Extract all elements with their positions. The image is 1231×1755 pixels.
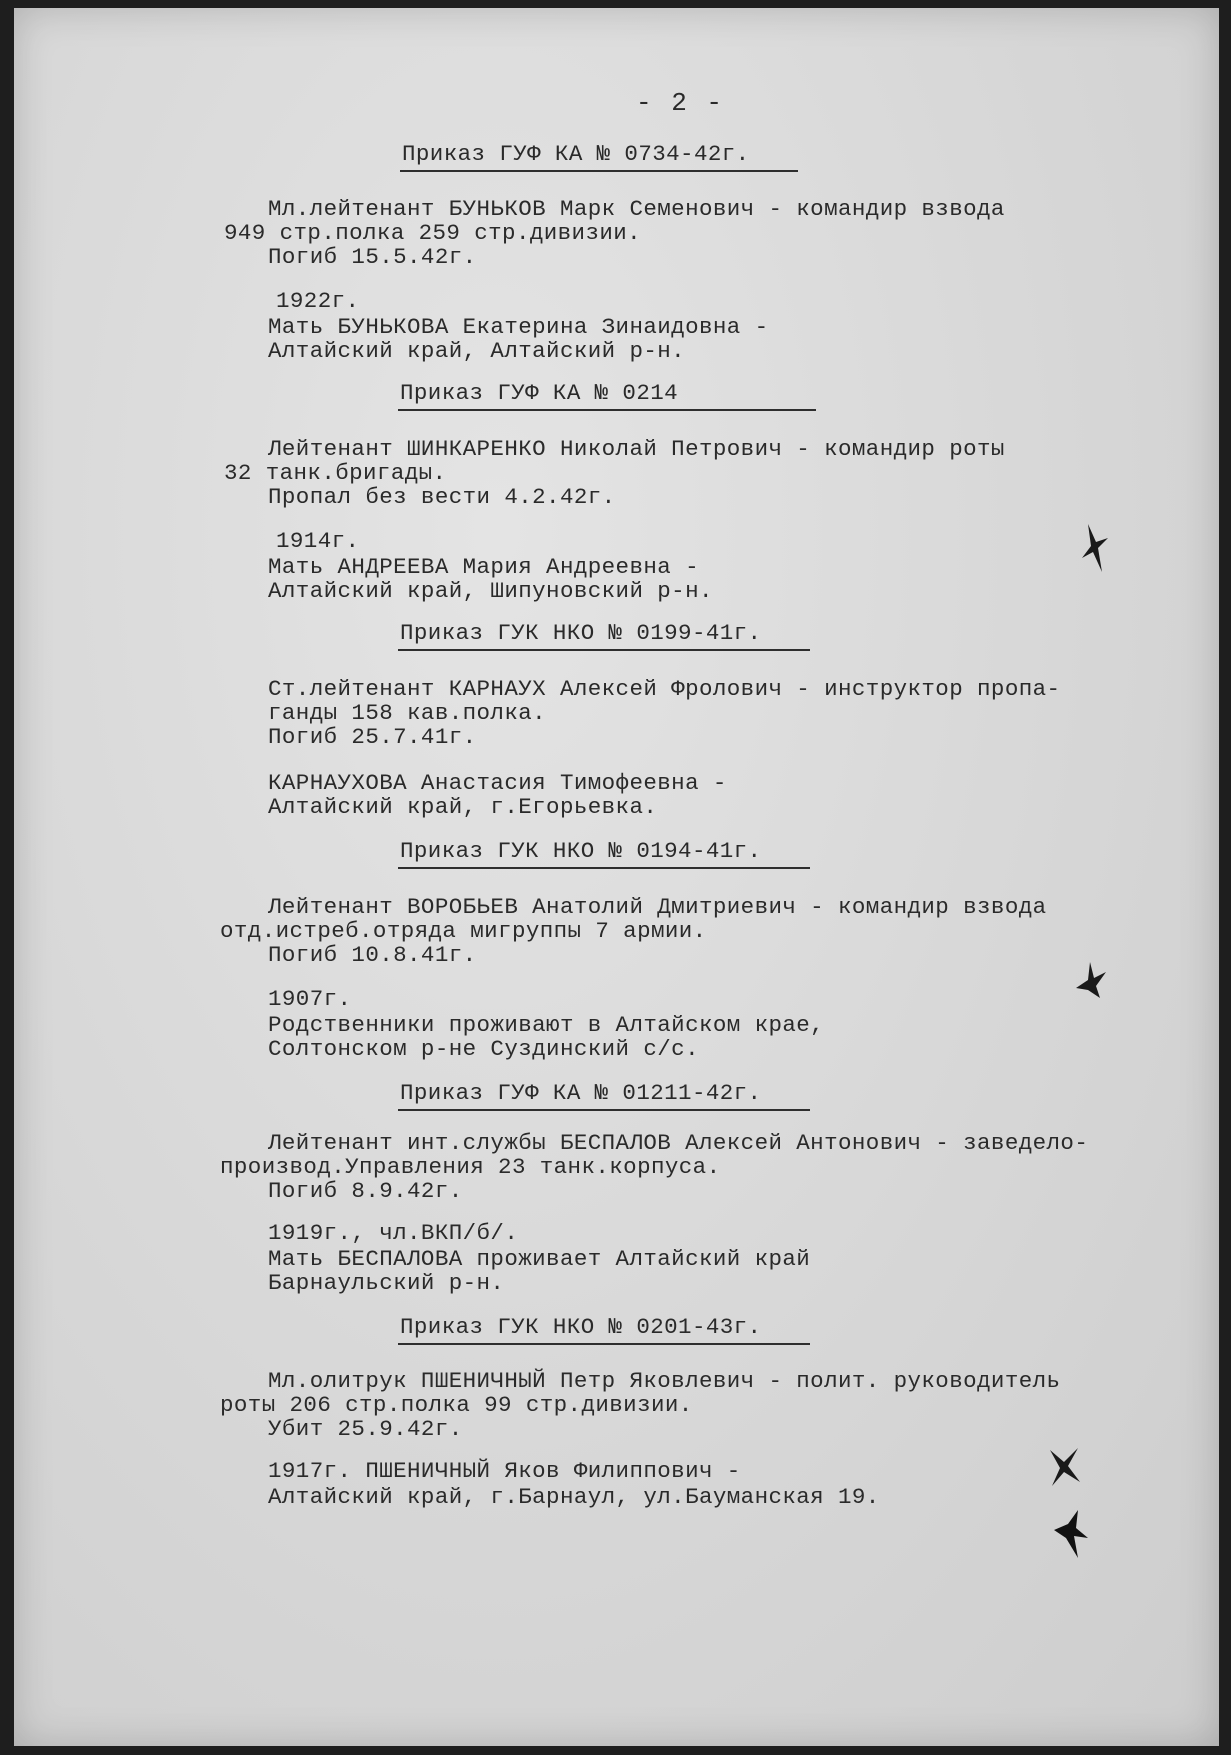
order-underline — [398, 409, 816, 411]
order-underline — [398, 1343, 810, 1345]
relatives-line: Алтайский край, Шипуновский р-н. — [268, 578, 713, 604]
fate-line: Погиб 10.8.41г. — [268, 942, 477, 968]
relatives-line: 1922г. — [276, 288, 360, 314]
relatives-line: КАРНАУХОВА Анастасия Тимофеевна - — [268, 770, 727, 796]
service-line: Лейтенант ВОРОБЬЕВ Анатолий Дмитриевич - командир взвода — [268, 894, 1047, 920]
relatives-line: Солтонском р-не Суздинский с/с. — [268, 1036, 699, 1062]
fate-line: Пропал без вести 4.2.42г. — [268, 484, 616, 510]
page-number: - 2 - — [636, 88, 725, 118]
service-line: ганды 158 кав.полка. — [268, 700, 547, 726]
fate-line: Убит 25.9.42г. — [268, 1416, 463, 1442]
service-line: Мл.лейтенант БУНЬКОВ Марк Семенович - командир взвода — [268, 196, 1005, 222]
relatives-line: Мать АНДРЕЕВА Мария Андреевна - — [268, 554, 699, 580]
paper-tear-mark — [1046, 1442, 1084, 1494]
relatives-line: Алтайский край, Алтайский р-н. — [268, 338, 686, 364]
relatives-line: 1914г. — [276, 528, 360, 554]
service-line: отд.истреб.отряда мигруппы 7 армии. — [220, 918, 707, 944]
order-underline — [398, 1109, 810, 1111]
relatives-line: 1919г., чл.ВКП/б/. — [268, 1220, 519, 1246]
order-heading: Приказ ГУФ КА № 0734-42г. — [402, 141, 750, 167]
service-line: роты 206 стр.полка 99 стр.дивизии. — [220, 1392, 693, 1418]
service-line: 949 стр.полка 259 стр.дивизии. — [224, 220, 642, 246]
service-line: производ.Управления 23 танк.корпуса. — [220, 1154, 721, 1180]
fate-line: Погиб 8.9.42г. — [268, 1178, 463, 1204]
order-heading: Приказ ГУФ КА № 01211-42г. — [400, 1080, 762, 1106]
service-line: Ст.лейтенант КАРНАУХ Алексей Фролович - инструктор пропа- — [268, 676, 1061, 702]
document-page — [14, 8, 1219, 1746]
order-underline — [398, 867, 810, 869]
relatives-line: Родственники проживают в Алтайском крае, — [268, 1012, 825, 1038]
order-heading: Приказ ГУК НКО № 0201-43г. — [400, 1314, 762, 1340]
service-line: Лейтенант инт.службы БЕСПАЛОВ Алексей Антонович - заведело- — [268, 1130, 1089, 1156]
order-heading: Приказ ГУФ КА № 0214 — [400, 380, 679, 406]
relatives-line: Алтайский край, г.Егорьевка. — [268, 794, 658, 820]
paper-tear-mark — [1052, 1508, 1090, 1560]
service-line: Мл.олитрук ПШЕНИЧНЫЙ Петр Яковлевич - полит. руководитель — [268, 1368, 1061, 1394]
order-underline — [398, 649, 810, 651]
fate-line: Погиб 15.5.42г. — [268, 244, 477, 270]
relatives-line: 1917г. ПШЕНИЧНЫЙ Яков Филиппович - — [268, 1458, 741, 1484]
paper-tear-mark — [1078, 522, 1116, 574]
relatives-line: Мать БУНЬКОВА Екатерина Зинаидовна - — [268, 314, 769, 340]
service-line: 32 танк.бригады. — [224, 460, 447, 486]
relatives-line: Мать БЕСПАЛОВА проживает Алтайский край — [268, 1246, 811, 1272]
service-line: Лейтенант ШИНКАРЕНКО Николай Петрович - командир роты — [268, 436, 1005, 462]
relatives-line: Барнаульский р-н. — [268, 1270, 505, 1296]
order-underline — [400, 170, 798, 172]
paper-tear-mark — [1070, 958, 1108, 1010]
fate-line: Погиб 25.7.41г. — [268, 724, 477, 750]
order-heading: Приказ ГУК НКО № 0199-41г. — [400, 620, 762, 646]
relatives-line: Алтайский край, г.Барнаул, ул.Бауманская 19. — [268, 1484, 880, 1510]
relatives-line: 1907г. — [268, 986, 352, 1012]
order-heading: Приказ ГУК НКО № 0194-41г. — [400, 838, 762, 864]
